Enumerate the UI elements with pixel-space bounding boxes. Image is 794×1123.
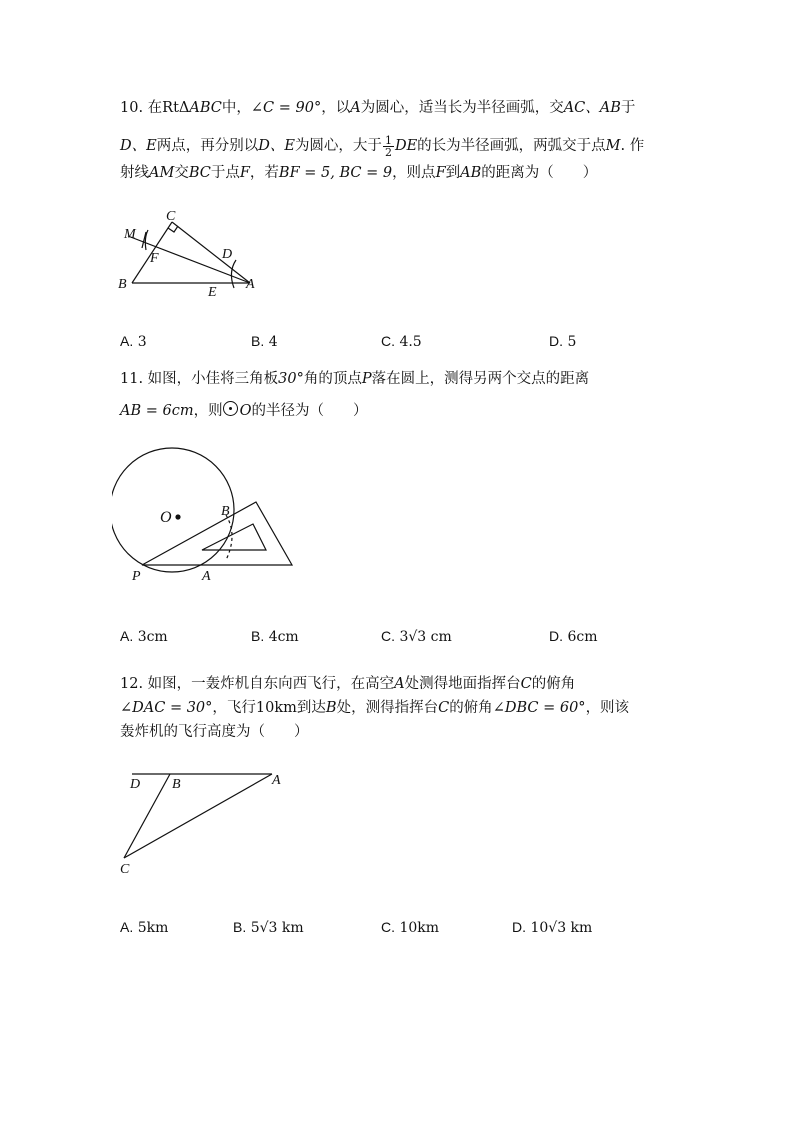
q10-option-c[interactable] — [381, 331, 422, 352]
q12-text: 处测得地面指挥台 — [404, 676, 521, 692]
center-dot — [175, 514, 180, 519]
q10-stem-line-2 — [120, 132, 644, 160]
q11-option-d[interactable] — [549, 626, 597, 647]
option-value: 5 — [567, 334, 577, 350]
option-label: D. — [512, 919, 526, 935]
q10-text: F — [239, 165, 250, 181]
q12-stem-line-1 — [120, 674, 575, 694]
option-value: 5√3 km — [250, 920, 304, 936]
label-P: P — [132, 569, 141, 584]
fraction-denominator: 2 — [384, 145, 392, 159]
option-value: 5km — [137, 920, 169, 936]
arc-DE — [231, 260, 236, 288]
q12-text: 的俯角 — [449, 700, 493, 716]
q10-text: ，若 — [249, 165, 279, 181]
q11-stem-line-2 — [120, 401, 367, 421]
q12-text: A — [394, 676, 405, 692]
option-value: 6cm — [567, 629, 598, 645]
circle-dot-icon — [223, 401, 238, 416]
q10-text: AC、AB — [563, 100, 621, 116]
q10-text: . 作 — [620, 138, 645, 154]
q10-text: ∠C = 90° — [250, 100, 322, 116]
q12-text: ∠DBC = 60° — [492, 700, 586, 716]
option-label: C. — [381, 919, 395, 935]
q10-text: 到 — [445, 165, 461, 181]
q11-figure — [112, 440, 302, 585]
circle-O — [112, 448, 234, 572]
q10-text: 于点 — [210, 165, 240, 181]
q12-text: C — [438, 700, 450, 716]
label-A: A — [246, 277, 255, 292]
label-O: O — [160, 509, 172, 526]
q12-text: 处，测得指挥台 — [336, 700, 439, 716]
q12-text: 到达 — [296, 700, 326, 716]
segment-AC — [124, 774, 272, 858]
q11-option-a[interactable] — [120, 626, 168, 647]
q12-option-c[interactable] — [381, 917, 439, 938]
option-label: A. — [120, 628, 134, 644]
q10-stem-line-1 — [120, 98, 635, 118]
q12-text: B — [325, 700, 337, 716]
q12-text: 的俯角 — [531, 676, 576, 692]
option-value: 10√3 km — [530, 920, 593, 936]
q12-option-b[interactable] — [233, 917, 304, 938]
label-A: A — [202, 569, 211, 584]
label-M: M — [124, 227, 136, 242]
q12-text: ∠DAC = 30° — [120, 700, 213, 716]
q10-option-d[interactable] — [549, 331, 576, 352]
q10-text: A — [350, 100, 361, 116]
option-label: C. — [381, 628, 395, 644]
label-B: B — [221, 504, 230, 519]
label-C: C — [120, 862, 130, 876]
q10-text: 的距离为（ ） — [481, 165, 598, 181]
q10-figure — [112, 208, 272, 298]
q12-stem-line-3 — [120, 722, 309, 742]
q10-text: ，以 — [321, 100, 351, 116]
q10-text: M — [605, 138, 621, 154]
q10-text: AB — [460, 165, 482, 181]
q12-text: ，飞行 — [212, 700, 256, 716]
q10-text: 交 — [174, 165, 189, 181]
q10-text: BC — [188, 165, 211, 181]
q12-option-d[interactable] — [512, 917, 592, 938]
q10-stem-line-3 — [120, 163, 597, 183]
q10-text: D、E — [120, 138, 157, 154]
option-label: D. — [549, 333, 563, 349]
q11-text: 落在圆上，测得另两个交点的距离 — [371, 371, 590, 387]
q11-text: P — [361, 371, 372, 387]
set-square-inner — [202, 524, 266, 550]
fraction-numerator: 1 — [384, 133, 392, 147]
q10-text: DE — [394, 138, 418, 154]
q12-stem-line-2 — [120, 698, 629, 718]
q10-text: 两点，再分别以 — [156, 138, 259, 154]
q10-text: 中， — [221, 100, 251, 116]
label-B: B — [118, 277, 127, 292]
q11-option-c[interactable] — [381, 626, 452, 647]
option-value: 4cm — [268, 629, 299, 645]
label-D: D — [222, 247, 233, 262]
q10-text: D、E — [258, 138, 295, 154]
fraction-one-half — [383, 135, 394, 158]
q10-text: 为圆心，大于 — [294, 138, 382, 154]
q10-text: Δ — [178, 100, 190, 116]
q10-option-b[interactable] — [251, 331, 278, 352]
label-A: A — [272, 773, 281, 788]
option-value: 3√3 cm — [399, 629, 452, 645]
option-label: D. — [549, 628, 563, 644]
option-label: A. — [120, 919, 134, 935]
q10-text: ABC — [189, 100, 222, 116]
q12-text: 轰炸机的飞行高度为（ ） — [120, 724, 309, 740]
q12-text: 12. 如图，一轰炸机自东向西飞行，在高空 — [120, 676, 395, 692]
label-D: D — [130, 777, 141, 792]
q10-option-a[interactable] — [120, 331, 147, 352]
option-value: 4.5 — [399, 334, 422, 350]
option-label: B. — [251, 628, 265, 644]
option-label: C. — [381, 333, 395, 349]
q10-text: 为圆心，适当长为半径画弧，交 — [360, 100, 564, 116]
label-C: C — [166, 209, 176, 224]
q12-text: ，则该 — [585, 700, 630, 716]
label-E: E — [208, 285, 217, 298]
q10-text: ，则点 — [392, 165, 436, 181]
label-B: B — [172, 777, 181, 792]
option-value: 3 — [137, 334, 147, 350]
q12-text: 10km — [255, 700, 297, 716]
q10-text: 射线 — [120, 165, 149, 181]
q11-text: 角的顶点 — [303, 371, 362, 387]
label-F: F — [150, 251, 159, 266]
option-value: 4 — [268, 334, 278, 350]
q12-figure — [112, 766, 292, 876]
q10-text: 的长为半径画弧，两弧交于点 — [417, 138, 606, 154]
segment-CA — [172, 222, 250, 283]
q11-stem-line-1 — [120, 369, 589, 389]
option-value: 10km — [399, 920, 440, 936]
q11-text: 的半径为（ ） — [251, 403, 368, 419]
q10-text: BF = 5, BC = 9 — [278, 165, 393, 181]
q11-text: AB = 6cm — [120, 403, 194, 419]
q10-text: 于 — [620, 100, 636, 116]
q11-text: 30° — [278, 371, 304, 387]
q10-text: AM — [149, 165, 175, 181]
q10-text: F — [435, 165, 446, 181]
q11-text: ，则 — [193, 403, 223, 419]
option-label: B. — [233, 919, 247, 935]
q11-text: 11. 如图，小佳将三角板 — [120, 371, 279, 387]
option-label: A. — [120, 333, 134, 349]
q12-text: C — [520, 676, 532, 692]
q12-option-a[interactable] — [120, 917, 168, 938]
option-value: 3cm — [137, 629, 168, 645]
q11-text: O — [239, 403, 252, 419]
q11-option-b[interactable] — [251, 626, 299, 647]
q10-text: 10. 在Rt — [120, 100, 179, 116]
option-label: B. — [251, 333, 265, 349]
